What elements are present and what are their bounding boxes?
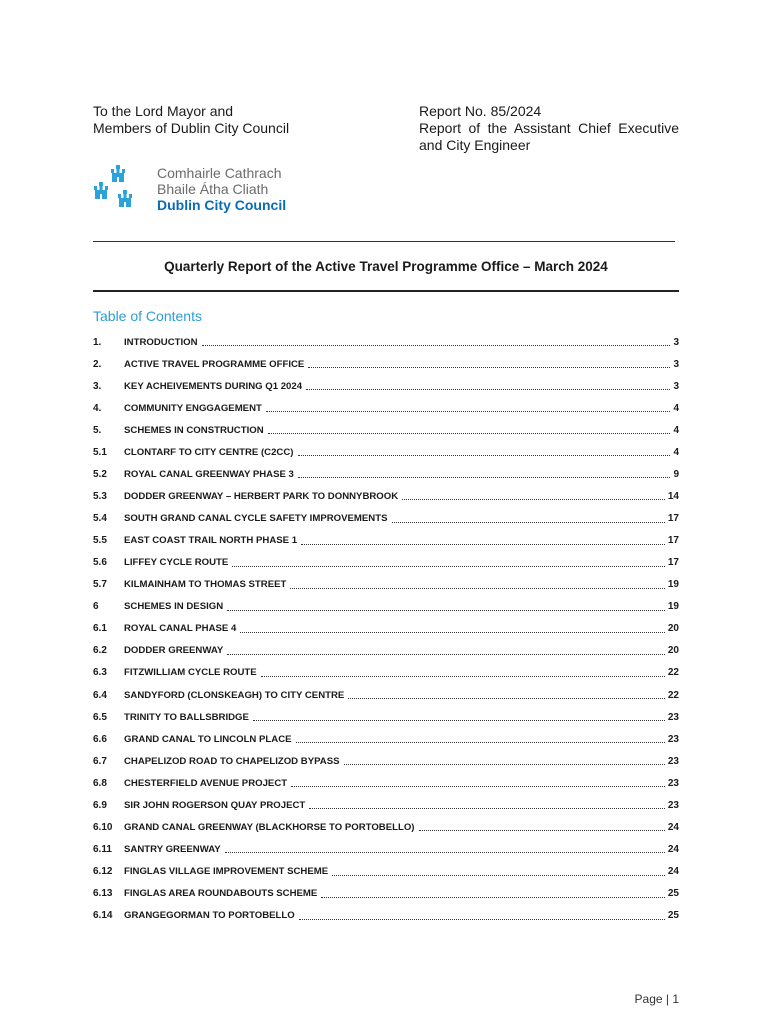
toc-entry-title[interactable]: INTRODUCTION — [124, 336, 198, 348]
toc-entry-title[interactable]: ACTIVE TRAVEL PROGRAMME OFFICE — [124, 358, 305, 370]
toc-entry-title[interactable]: FITZWILLIAM CYCLE ROUTE — [124, 667, 257, 679]
toc-entry-page[interactable]: 23 — [667, 733, 679, 745]
toc-entry[interactable] — [93, 596, 679, 618]
toc-dot-leader — [392, 521, 665, 523]
toc-entry-number: 6.4 — [93, 689, 107, 701]
toc-entry[interactable] — [93, 530, 679, 552]
toc-dot-leader — [309, 807, 665, 809]
logo-line-irish-2: Bhaile Átha Cliath — [157, 181, 269, 197]
toc-entry-page[interactable]: 3 — [673, 336, 679, 348]
toc-dot-leader — [227, 653, 665, 655]
toc-entry-page[interactable]: 19 — [667, 579, 679, 591]
toc-entry-number: 6.12 — [93, 866, 113, 878]
toc-dot-leader — [240, 631, 665, 633]
toc-entry-title[interactable]: LIFFEY CYCLE ROUTE — [124, 557, 229, 569]
toc-entry-number: 6.9 — [93, 799, 107, 811]
title-top-rule — [93, 241, 675, 242]
toc-heading: Table of Contents — [93, 308, 202, 324]
toc-entry-number: 6.8 — [93, 777, 107, 789]
toc-entry-page[interactable]: 24 — [667, 866, 679, 878]
toc-dot-leader — [321, 896, 665, 898]
report-info-block — [419, 103, 679, 154]
toc-entry-title[interactable]: ROYAL CANAL PHASE 4 — [124, 623, 237, 635]
toc-entry[interactable] — [93, 463, 679, 485]
toc-entry[interactable] — [93, 508, 679, 530]
toc-entry-number: 6.5 — [93, 711, 107, 723]
toc-entry-number: 6.14 — [93, 910, 113, 922]
toc-entry-title[interactable]: COMMUNITY ENGGAGEMENT — [124, 402, 262, 414]
toc-entry-page[interactable]: 17 — [667, 557, 679, 569]
toc-entry-number: 6.7 — [93, 755, 107, 767]
toc-entry-page[interactable]: 22 — [667, 689, 679, 701]
toc-entry-title[interactable]: EAST COAST TRAIL NORTH PHASE 1 — [124, 535, 298, 547]
toc-entry[interactable] — [93, 794, 679, 816]
report-author-line: and City Engineer — [419, 137, 531, 153]
logo-wordmark — [157, 165, 286, 213]
toc-entry-page[interactable]: 22 — [667, 667, 679, 679]
toc-dot-leader — [298, 454, 671, 456]
toc-entry-page[interactable]: 20 — [667, 645, 679, 657]
toc-entry-page[interactable]: 9 — [673, 468, 679, 480]
toc-entry-number: 5. — [93, 424, 102, 436]
toc-entry-number: 5.1 — [93, 446, 107, 458]
toc-entry-title[interactable]: SOUTH GRAND CANAL CYCLE SAFETY IMPROVEMENTS — [124, 513, 388, 525]
toc-dot-leader — [290, 587, 664, 589]
three-castles-crest-icon — [93, 165, 141, 211]
toc-dot-leader — [266, 410, 671, 412]
addressee-line: Members of Dublin City Council — [93, 120, 290, 136]
toc-entry[interactable] — [93, 552, 679, 574]
toc-dot-leader — [291, 785, 665, 787]
toc-entry-title[interactable]: KEY ACHEIVEMENTS DURING Q1 2024 — [124, 380, 303, 392]
toc-entry-number: 6.10 — [93, 821, 113, 833]
toc-entry-number: 6 — [93, 601, 99, 613]
toc-dot-leader — [253, 719, 665, 721]
toc-dot-leader — [232, 565, 665, 567]
addressee-line: To the Lord Mayor and — [93, 103, 234, 119]
toc-entry-page[interactable]: 23 — [667, 799, 679, 811]
toc-entry-number: 5.5 — [93, 535, 107, 547]
toc-entry-title[interactable]: DODDER GREENWAY — [124, 645, 224, 657]
toc-entry[interactable] — [93, 816, 679, 838]
toc-entry[interactable] — [93, 750, 679, 772]
toc-entry-page[interactable]: 4 — [673, 446, 679, 458]
title-bottom-rule — [93, 290, 679, 292]
toc-entry[interactable] — [93, 772, 679, 794]
toc-entry[interactable] — [93, 706, 679, 728]
toc-entry[interactable] — [93, 861, 679, 883]
toc-entry-page[interactable]: 25 — [667, 888, 679, 900]
toc-dot-leader — [344, 763, 665, 765]
toc-dot-leader — [225, 851, 665, 853]
toc-entry-title[interactable]: KILMAINHAM TO THOMAS STREET — [124, 579, 287, 591]
toc-entry[interactable] — [93, 662, 679, 684]
toc-entry-title[interactable]: CHAPELIZOD ROAD TO CHAPELIZOD BYPASS — [124, 755, 340, 767]
toc-entry[interactable] — [93, 574, 679, 596]
toc-entry-title[interactable]: CHESTERFIELD AVENUE PROJECT — [124, 777, 288, 789]
toc-entry[interactable] — [93, 905, 679, 927]
toc-entry-page[interactable]: 24 — [667, 821, 679, 833]
toc-entry-page[interactable]: 3 — [673, 380, 679, 392]
toc-dot-leader — [402, 498, 665, 500]
toc-entry-page[interactable]: 23 — [667, 755, 679, 767]
toc-entry-page[interactable]: 4 — [673, 402, 679, 414]
report-author-line: Report of the Assistant Chief Executive — [419, 120, 679, 136]
toc-entry-number: 6.6 — [93, 733, 107, 745]
toc-entry-title[interactable]: ROYAL CANAL GREENWAY PHASE 3 — [124, 468, 294, 480]
toc-entry-page[interactable]: 23 — [667, 711, 679, 723]
toc-entry-number: 5.4 — [93, 513, 107, 525]
toc-entry[interactable] — [93, 397, 679, 419]
toc-entry-page[interactable]: 4 — [673, 424, 679, 436]
toc-entry-number: 5.3 — [93, 490, 107, 502]
toc-entry-page[interactable]: 20 — [667, 623, 679, 635]
toc-entry-page[interactable]: 3 — [673, 358, 679, 370]
toc-entry-number: 6.13 — [93, 888, 113, 900]
toc-dot-leader — [298, 476, 671, 478]
toc-entry-number: 5.2 — [93, 468, 107, 480]
toc-entry-number: 5.6 — [93, 557, 107, 569]
toc-entry-page[interactable]: 14 — [667, 490, 679, 502]
toc-entry-title[interactable]: GRAND CANAL GREENWAY (BLACKHORSE TO PORTOBELLO) — [124, 821, 415, 833]
toc-entry-number: 5.7 — [93, 579, 107, 591]
logo-line-irish-1: Comhairle Cathrach — [157, 165, 282, 181]
toc-dot-leader — [202, 344, 671, 346]
toc-dot-leader — [419, 829, 665, 831]
toc-entry-page[interactable]: 19 — [667, 601, 679, 613]
toc-entry[interactable] — [93, 375, 679, 397]
toc-entry-title[interactable]: SCHEMES IN DESIGN — [124, 601, 224, 613]
toc-entry[interactable] — [93, 419, 679, 441]
report-number: Report No. 85/2024 — [419, 103, 542, 119]
toc-dot-leader — [296, 741, 665, 743]
toc-entry-title[interactable]: GRAND CANAL TO LINCOLN PLACE — [124, 733, 292, 745]
toc-entry-number: 2. — [93, 358, 102, 370]
toc-dot-leader — [332, 874, 665, 876]
page-number: Page | 1 — [634, 992, 679, 1006]
logo-line-english: Dublin City Council — [157, 197, 287, 213]
toc-entry-number: 6.2 — [93, 645, 107, 657]
toc-dot-leader — [299, 918, 665, 920]
toc-dot-leader — [268, 432, 671, 434]
toc-entry-title[interactable]: SIR JOHN ROGERSON QUAY PROJECT — [124, 799, 306, 811]
toc-entry-title[interactable]: FINGLAS VILLAGE IMPROVEMENT SCHEME — [124, 866, 329, 878]
document-title: Quarterly Report of the Active Travel Programme Office – March 2024 — [164, 259, 608, 274]
toc-entry-page[interactable]: 23 — [667, 777, 679, 789]
toc-entry[interactable] — [93, 640, 679, 662]
toc-entry-number: 6.3 — [93, 667, 107, 679]
toc-entry[interactable] — [93, 838, 679, 860]
toc-entry-page[interactable]: 24 — [667, 843, 679, 855]
toc-entry[interactable] — [93, 441, 679, 463]
toc-entry[interactable] — [93, 883, 679, 905]
toc-entry-number: 1. — [93, 336, 102, 348]
toc-entry-title[interactable]: SCHEMES IN CONSTRUCTION — [124, 424, 264, 436]
toc-dot-leader — [261, 675, 665, 677]
toc-entry[interactable] — [93, 353, 679, 375]
toc-dot-leader — [306, 388, 670, 390]
toc-entry-title[interactable]: DODDER GREENWAY – HERBERT PARK TO DONNYBROOK — [124, 490, 399, 502]
toc-entry[interactable] — [93, 684, 679, 706]
toc-entry-number: 6.1 — [93, 623, 107, 635]
toc-entry[interactable] — [93, 618, 679, 640]
toc-entry-title[interactable]: SANDYFORD (CLONSKEAGH) TO CITY CENTRE — [124, 689, 345, 701]
toc-dot-leader — [301, 543, 665, 545]
toc-entry-page[interactable]: 17 — [667, 535, 679, 547]
addressee-block — [93, 103, 383, 137]
toc-entry-title[interactable]: CLONTARF TO CITY CENTRE (C2CC) — [124, 446, 294, 458]
toc-entry-page[interactable]: 25 — [667, 910, 679, 922]
toc-dot-leader — [227, 609, 665, 611]
toc-entry-title[interactable]: SANTRY GREENWAY — [124, 843, 221, 855]
table-of-contents — [93, 331, 679, 927]
toc-entry-number: 6.11 — [93, 843, 112, 855]
toc-entry-number: 3. — [93, 380, 102, 392]
toc-entry-number: 4. — [93, 402, 102, 414]
toc-dot-leader — [308, 366, 670, 368]
toc-entry-page[interactable]: 17 — [667, 513, 679, 525]
toc-entry-title[interactable]: FINGLAS AREA ROUNDABOUTS SCHEME — [124, 888, 318, 900]
toc-dot-leader — [348, 697, 665, 699]
toc-entry[interactable] — [93, 728, 679, 750]
toc-entry[interactable] — [93, 485, 679, 507]
toc-entry[interactable] — [93, 331, 679, 353]
toc-entry-title[interactable]: TRINITY TO BALLSBRIDGE — [124, 711, 249, 723]
dublin-city-council-logo — [93, 165, 313, 215]
toc-entry-title[interactable]: GRANGEGORMAN TO PORTOBELLO — [124, 910, 295, 922]
